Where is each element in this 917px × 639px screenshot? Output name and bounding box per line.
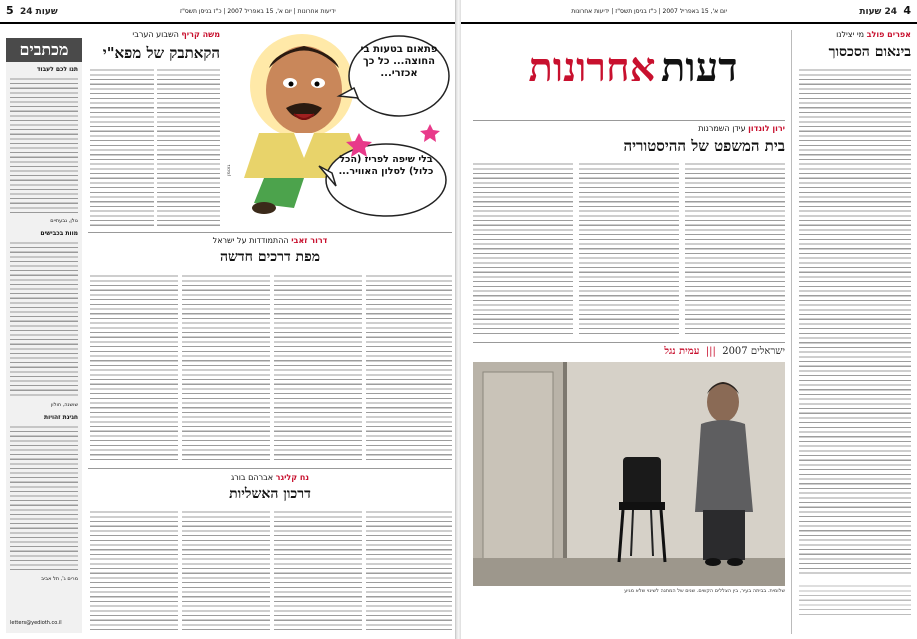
article2-byline: [88, 236, 452, 245]
left-page: [0, 0, 456, 639]
main-column-c: [685, 160, 785, 334]
main-column-b: [579, 160, 679, 334]
article1-author: משה קריף: [181, 30, 220, 39]
page-number: 5: [6, 4, 14, 17]
article2-column-a: [90, 272, 178, 462]
sidebar-heading-3: חגיגת זהויות: [44, 414, 78, 421]
article2-title: מפת דרכים חדשה: [219, 249, 321, 265]
column-title: בינאום הסכסוך: [828, 44, 911, 60]
header-rule: [461, 22, 917, 24]
column-divider: [791, 30, 792, 634]
article3-column-a: [90, 508, 178, 632]
feature-photo: [473, 362, 785, 586]
divider: [473, 342, 785, 343]
main-role: עידן השמרנות: [698, 124, 746, 133]
right-folio: [859, 4, 911, 20]
article2-column-c: [274, 272, 362, 462]
right-header-line: יום א', 15 באפריל 2007 | כ"ז בניסן תשס"ז | ידיעות אחרונות: [571, 8, 727, 15]
article1-byline: [88, 30, 220, 39]
article3-column-d: [366, 508, 452, 632]
main-author: ירון לונדון: [748, 124, 785, 133]
sidebar-text-3: [10, 423, 78, 573]
sidebar-title: מכתבים: [6, 38, 82, 62]
cartoon-signature: גוטמן: [226, 164, 232, 176]
right-page: [461, 0, 917, 639]
feature-author: עמית נגל: [664, 346, 700, 357]
divider: [88, 232, 452, 233]
article3-column-b: [182, 508, 270, 632]
sidebar-sign-1: גולן, גבעתיים: [50, 218, 78, 224]
header-rule: [0, 22, 456, 24]
column-role: מי יצילנו: [836, 30, 865, 39]
article2-column-d: [366, 272, 452, 462]
article1-title: הקאתבק של מפא"י: [102, 44, 220, 62]
article3-column-c: [274, 508, 362, 632]
feature-header: ישראלים 2007 ||| עמית נגל: [664, 346, 785, 357]
sidebar-text-1: [10, 75, 78, 215]
article2-role: ההתמודדות על ישראל: [212, 236, 289, 245]
article3-role: אברהם בורג: [230, 473, 274, 482]
photo-caption: שלומית. בביתה בעיר, בין הצללים הקשים. שנים של המתנה לשינוי שלא מגיע: [624, 588, 785, 594]
left-folio: [6, 4, 58, 20]
feature-label: ישראלים 2007: [722, 346, 785, 357]
sidebar-heading-2: מוות בכבישים: [40, 230, 78, 237]
sidebar-sign-2: שושנה, חולון: [50, 402, 78, 408]
main-title: בית המשפט של ההיסטוריה: [623, 137, 785, 155]
column-body: [799, 66, 911, 576]
article1-column-b: [157, 66, 220, 226]
article3-title: דרכון האשליות: [229, 486, 311, 502]
sidebar-text-2: [10, 239, 78, 399]
article3-author: נח קליגר: [275, 473, 310, 482]
column-byline: [797, 30, 911, 39]
left-header-line: ידיעות אחרונות | יום א', 15 באפריל 2007 | כ"ז בניסן תשס"ז: [180, 8, 336, 15]
main-byline: [473, 124, 785, 133]
cartoon-bubble-top-text: פתאום בטעות בי החוצה... כל כך אכזרי...: [360, 44, 438, 79]
photo-illustration: [473, 362, 785, 586]
cartoon-bubble-bottom-text: בלי שיפה לפריז (הכל כלול) לסלון האוויר...: [338, 154, 434, 177]
column-author: אפרים פולב: [866, 30, 911, 39]
sidebar-footer: letters@yedioth.co.il: [10, 620, 62, 626]
masthead-word1: דעות: [660, 44, 738, 91]
article1-column-a: [90, 66, 154, 226]
article2-author: דרור זאבי: [291, 236, 328, 245]
brand: 24 שעות: [859, 7, 898, 17]
sidebar-heading-1: תנו לכם לעבוד: [36, 66, 78, 73]
brand: 24 שעות: [19, 7, 58, 17]
article3-byline: [88, 473, 452, 482]
spread-gutter: [456, 0, 461, 639]
article2-column-b: [182, 272, 270, 462]
column-bio: [799, 582, 911, 618]
cartoon: [224, 28, 452, 228]
page-number: 4: [903, 4, 911, 17]
divider: [473, 120, 785, 121]
article1-role: השבוע הערבי: [132, 30, 179, 39]
masthead-word2: אחרונות: [528, 44, 656, 91]
masthead: [483, 44, 783, 114]
cartoon-star: [420, 124, 440, 142]
main-column-a: [473, 160, 573, 334]
divider: [88, 468, 452, 469]
sidebar-sign-3: מרים ג', תל אביב: [41, 576, 78, 582]
